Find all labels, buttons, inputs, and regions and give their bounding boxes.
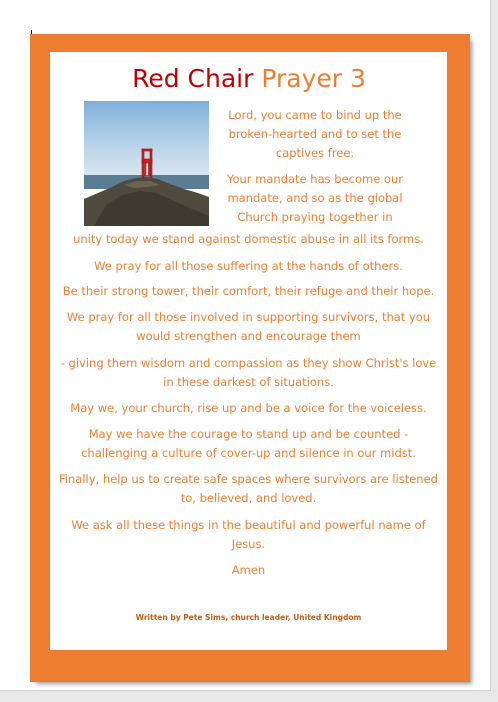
prayer-paragraph: Finally, help us to create safe spaces where survivors are listened to, believed, and loved. (59, 472, 438, 505)
amen-line: Amen (231, 563, 266, 577)
red-chair-photo (84, 101, 209, 226)
prayer-paragraph: May we, your church, rise up and be a voice for the voiceless. (70, 401, 427, 415)
author-credit: Written by Pete Sims, church leader, United Kingdom (135, 613, 362, 622)
prayer-paragraph: - giving them wisdom and compassion as they show Christ's love in these darkest of situations. (60, 356, 437, 389)
prayer-paragraph: May we have the courage to stand up and be counted - challenging a culture of cover-up and silence in our midst. (81, 427, 416, 460)
prayer-paragraph: We pray for all those suffering at the hands of others. (94, 259, 403, 273)
prayer-paragraph: unity today we stand against domestic abuse in all its forms. (73, 232, 424, 246)
title-red-chair: Red Chair (132, 64, 254, 93)
prayer-paragraph: Your mandate has become our mandate, and so as the global Church praying together in (226, 172, 404, 224)
prayer-paragraph: Lord, you came to bind up the broken-hearted and to set the captives free. (228, 108, 402, 160)
title-prayer-number: Prayer 3 (261, 64, 366, 93)
prayer-paragraph: Be their strong tower, their comfort, their refuge and their hope. (62, 284, 435, 298)
page-title (0, 62, 498, 96)
prayer-paragraph: We pray for all those involved in supporting survivors, that you would strengthen and encourage them (66, 310, 431, 343)
prayer-paragraph: We ask all these things in the beautiful and powerful name of Jesus. (71, 518, 426, 551)
